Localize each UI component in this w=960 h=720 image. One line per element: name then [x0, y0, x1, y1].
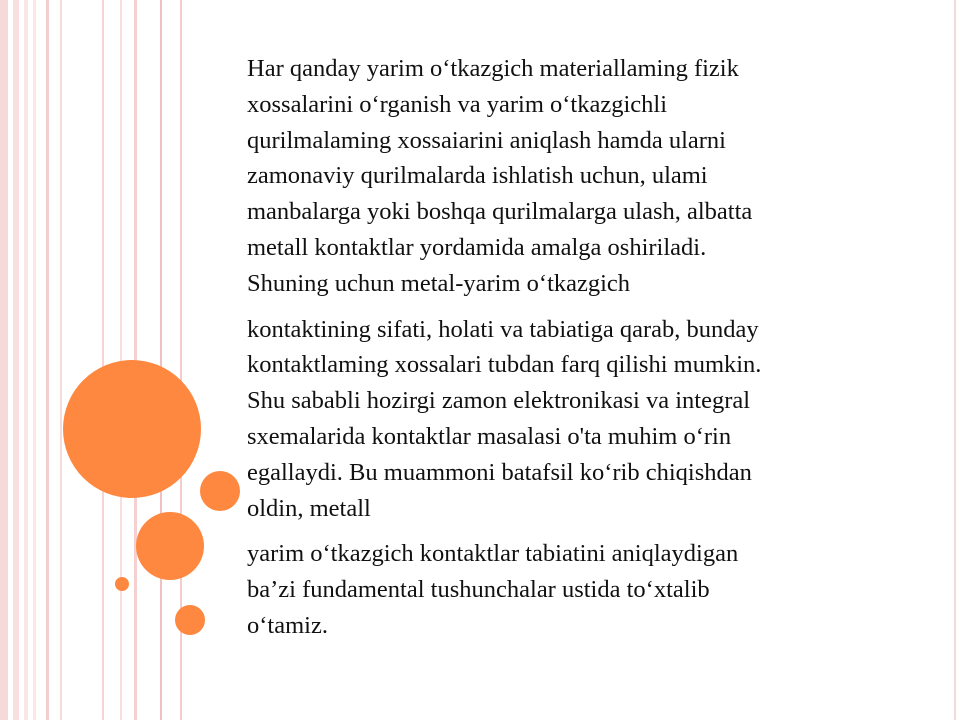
text-line: zamonaviy qurilmalarda ishlatish uchun, ulami	[247, 162, 708, 190]
text-line: sxemalarida kontaktlar masalasi o'ta muhim o‘rin	[247, 422, 732, 450]
text-line: o‘tamiz.	[247, 611, 328, 639]
text-line: egallaydi. Bu muammoni batafsil ko‘rib chiqishdan	[247, 458, 752, 486]
decorative-circle-large	[63, 360, 201, 498]
decorative-right-line	[954, 0, 956, 720]
decorative-stripe	[160, 0, 162, 720]
slide-body-text	[247, 51, 937, 654]
text-line: manbalarga yoki boshqa qurilmalarga ulash, albatta	[247, 198, 753, 226]
decorative-circle-small	[175, 605, 205, 635]
text-line: xossalarini o‘rganish va yarim o‘tkazgichli	[247, 90, 668, 118]
text-line: Shuning uchun metal-yarim o‘tkazgich	[247, 269, 631, 297]
text-line: ba’zi fundamental tushunchalar ustida to‘xtalib	[247, 576, 710, 604]
text-line: kontaktining sifati, holati va tabiatiga qarab, bunday	[247, 315, 759, 343]
text-line: oldin, metall	[247, 494, 371, 522]
decorative-stripe	[46, 0, 49, 720]
decorative-stripe	[102, 0, 104, 720]
paragraph-2	[247, 312, 937, 527]
text-line: kontaktlaming xossalari tubdan farq qilishi mumkin.	[247, 351, 762, 379]
text-line: qurilmalaming xossaiarini aniqlash hamda ularni	[247, 126, 726, 154]
text-line: Shu sababli hozirgi zamon elektronikasi va integral	[247, 387, 751, 415]
decorative-stripe	[24, 0, 28, 720]
decorative-stripe	[0, 0, 8, 720]
text-line: metall kontaktlar yordamida amalga oshiriladi.	[247, 233, 707, 261]
decorative-stripe	[33, 0, 36, 720]
decorative-stripe	[13, 0, 19, 720]
text-line: yarim o‘tkazgich kontaktlar tabiatini aniqlaydigan	[247, 540, 739, 568]
decorative-circle-medium	[136, 512, 204, 580]
decorative-stripe	[60, 0, 62, 720]
paragraph-3	[247, 536, 937, 643]
text-line: Har qanday yarim o‘tkazgich materiallaming fizik	[247, 55, 739, 82]
decorative-circle-small	[200, 471, 240, 511]
paragraph-1	[247, 51, 937, 302]
decorative-circle-tiny	[115, 577, 129, 591]
